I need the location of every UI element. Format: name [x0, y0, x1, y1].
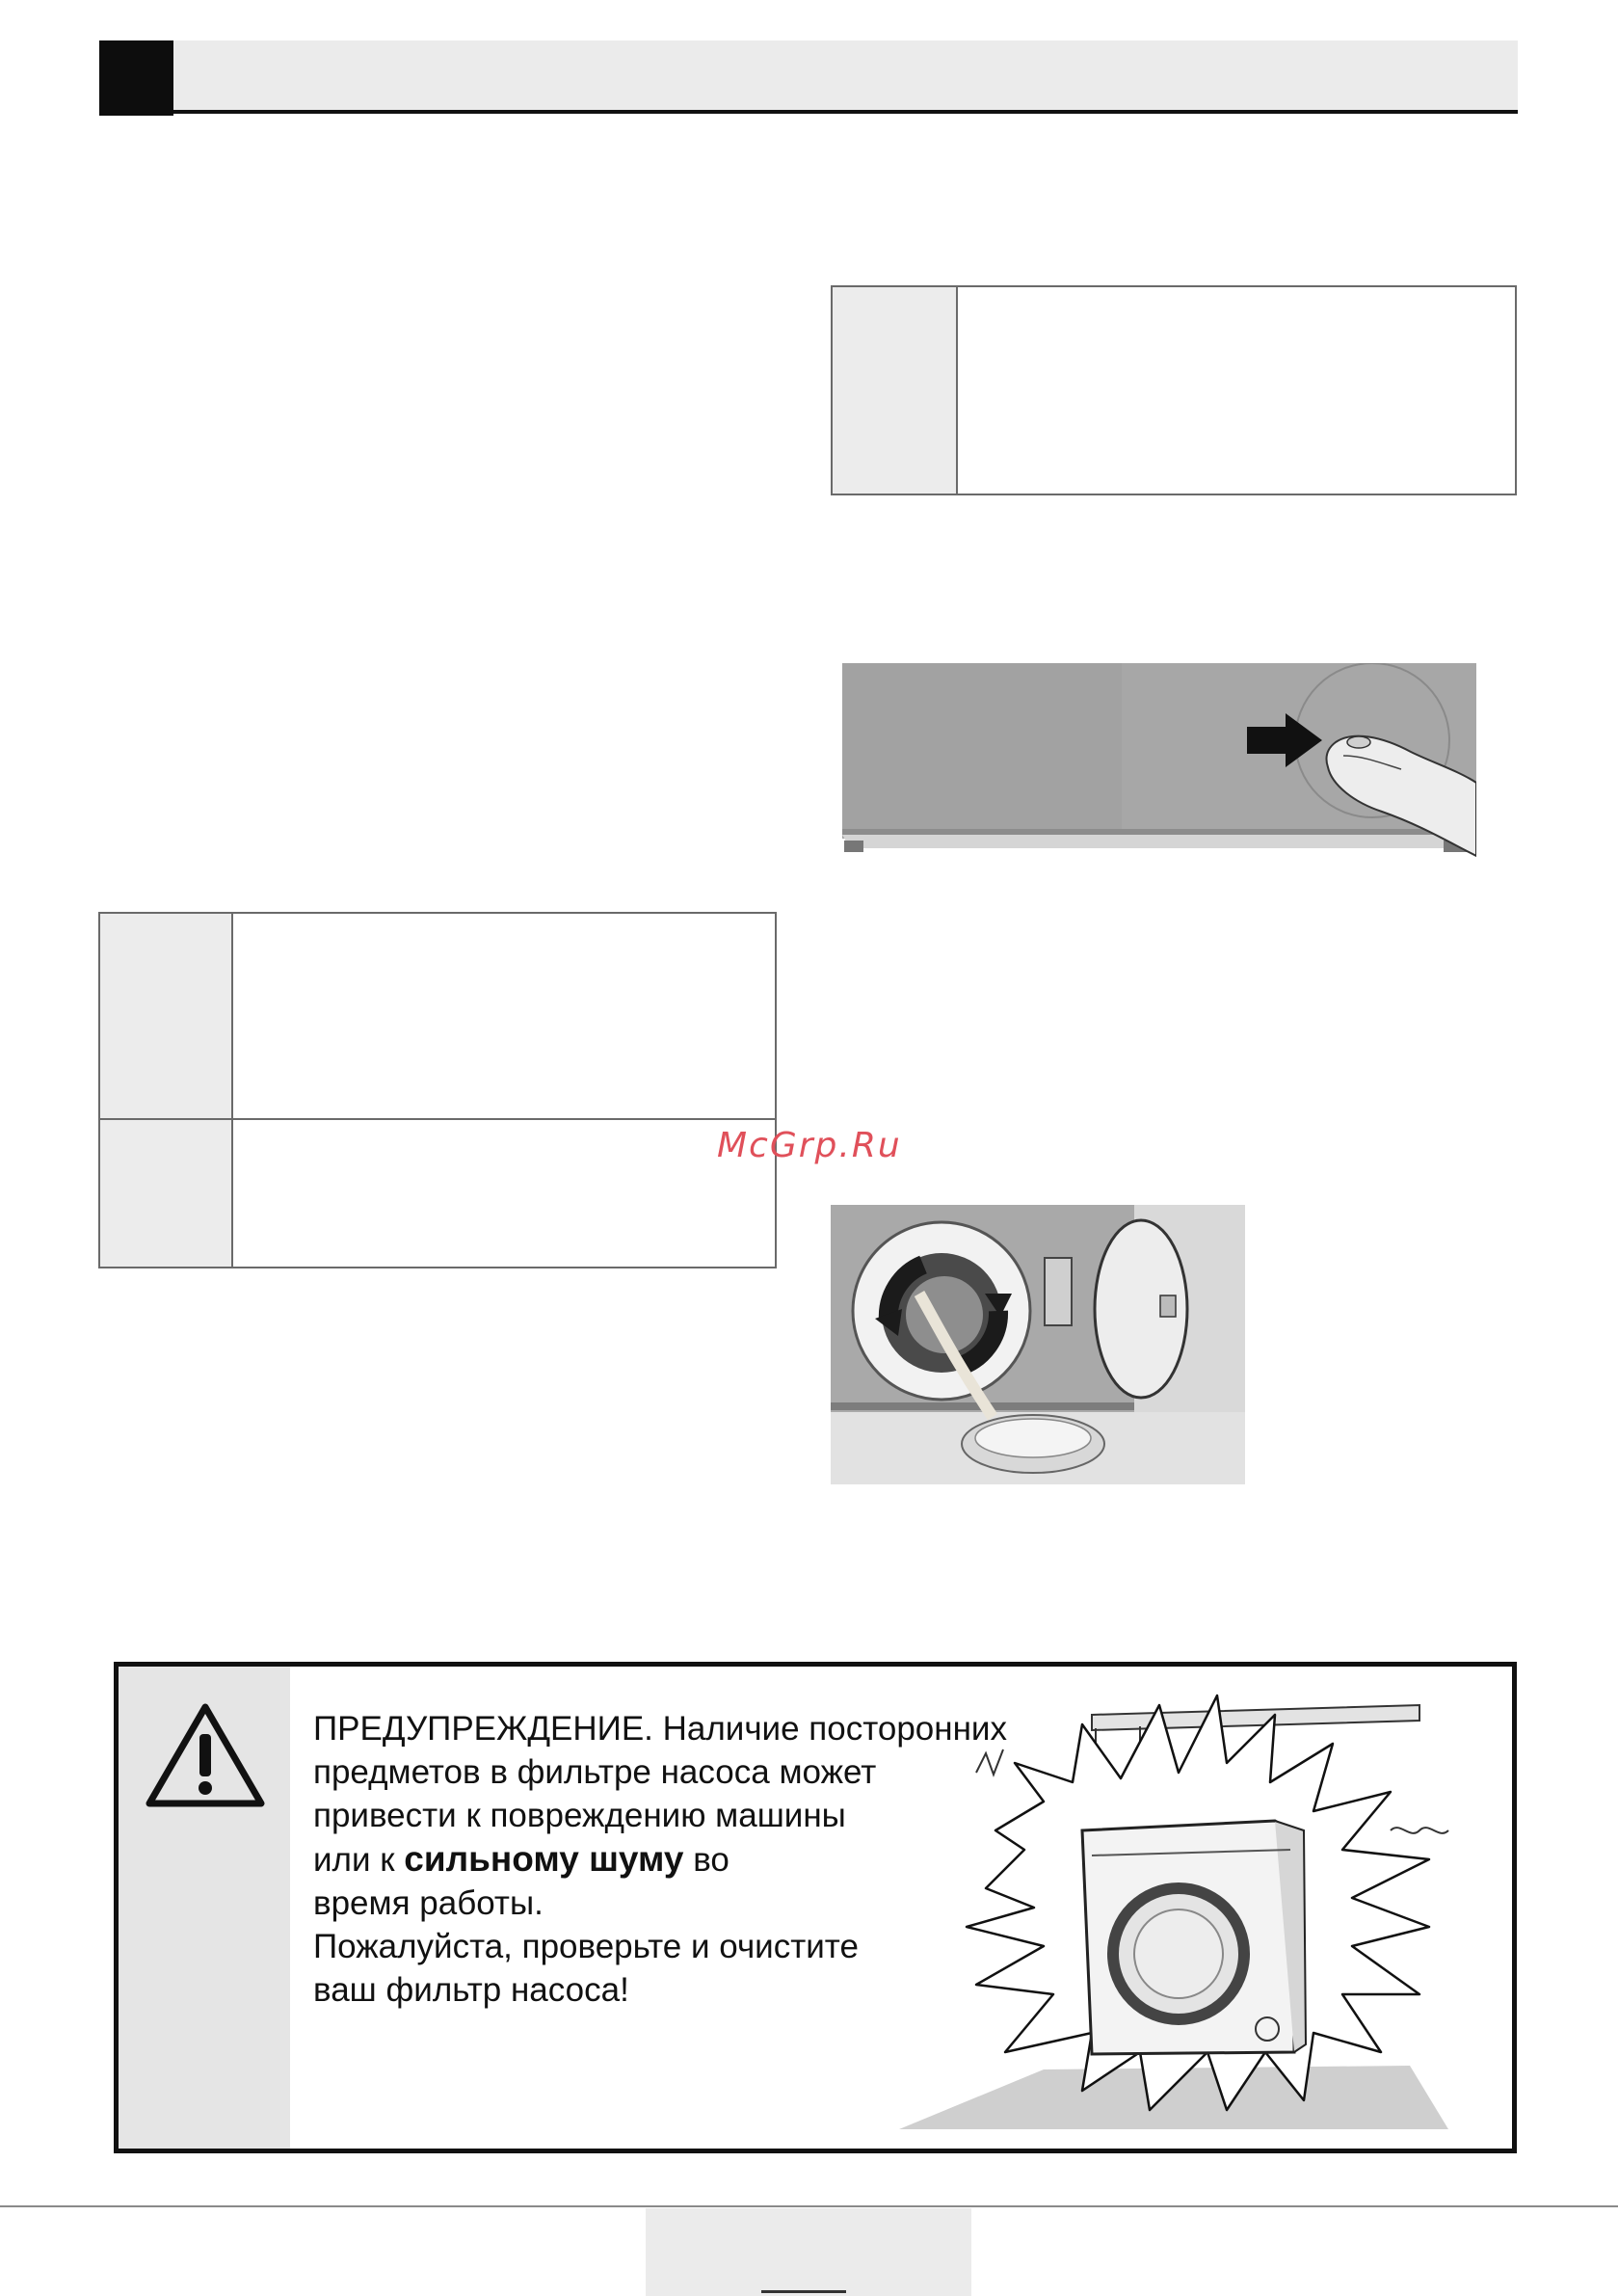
- warning-triangle-icon: [144, 1701, 267, 1809]
- warning-line-4-pre: или к: [313, 1841, 405, 1879]
- warning-line-3: привести к повреждению машины: [313, 1797, 846, 1834]
- warning-line-1: ПРЕДУПРЕЖДЕНИЕ. Наличие посторонних: [313, 1710, 1007, 1748]
- section-header-marker: [99, 40, 173, 116]
- footer-page-tab: [646, 2208, 971, 2296]
- note-icon-cell: [833, 287, 958, 494]
- pump-filter-cover-photo: [842, 663, 1476, 858]
- warning-line-5: время работы.: [313, 1884, 544, 1922]
- warning-line-2: предметов в фильтре насоса может: [313, 1753, 877, 1791]
- note-icon-cell-2: [100, 1120, 233, 1267]
- section-header-bar: [99, 40, 1518, 114]
- warning-line-6: Пожалуйста, проверьте и очистите: [313, 1928, 859, 1965]
- warning-strong-phrase: сильному шуму: [404, 1839, 684, 1879]
- footer-mark: [761, 2290, 846, 2293]
- warning-line-4-post: во: [683, 1841, 729, 1879]
- note-table-left: [98, 912, 777, 1268]
- footer-rule: [0, 2205, 1618, 2207]
- drain-water-photo: [831, 1205, 1245, 1484]
- warning-line-7: ваш фильтр насоса!: [313, 1971, 629, 2009]
- watermark: McGrp.Ru: [717, 1126, 902, 1165]
- note-table-right: [831, 285, 1517, 495]
- note-icon-cell-1: [100, 914, 233, 1118]
- warning-box: [114, 1662, 1517, 2153]
- noisy-washing-machine-illustration: [889, 1686, 1487, 2139]
